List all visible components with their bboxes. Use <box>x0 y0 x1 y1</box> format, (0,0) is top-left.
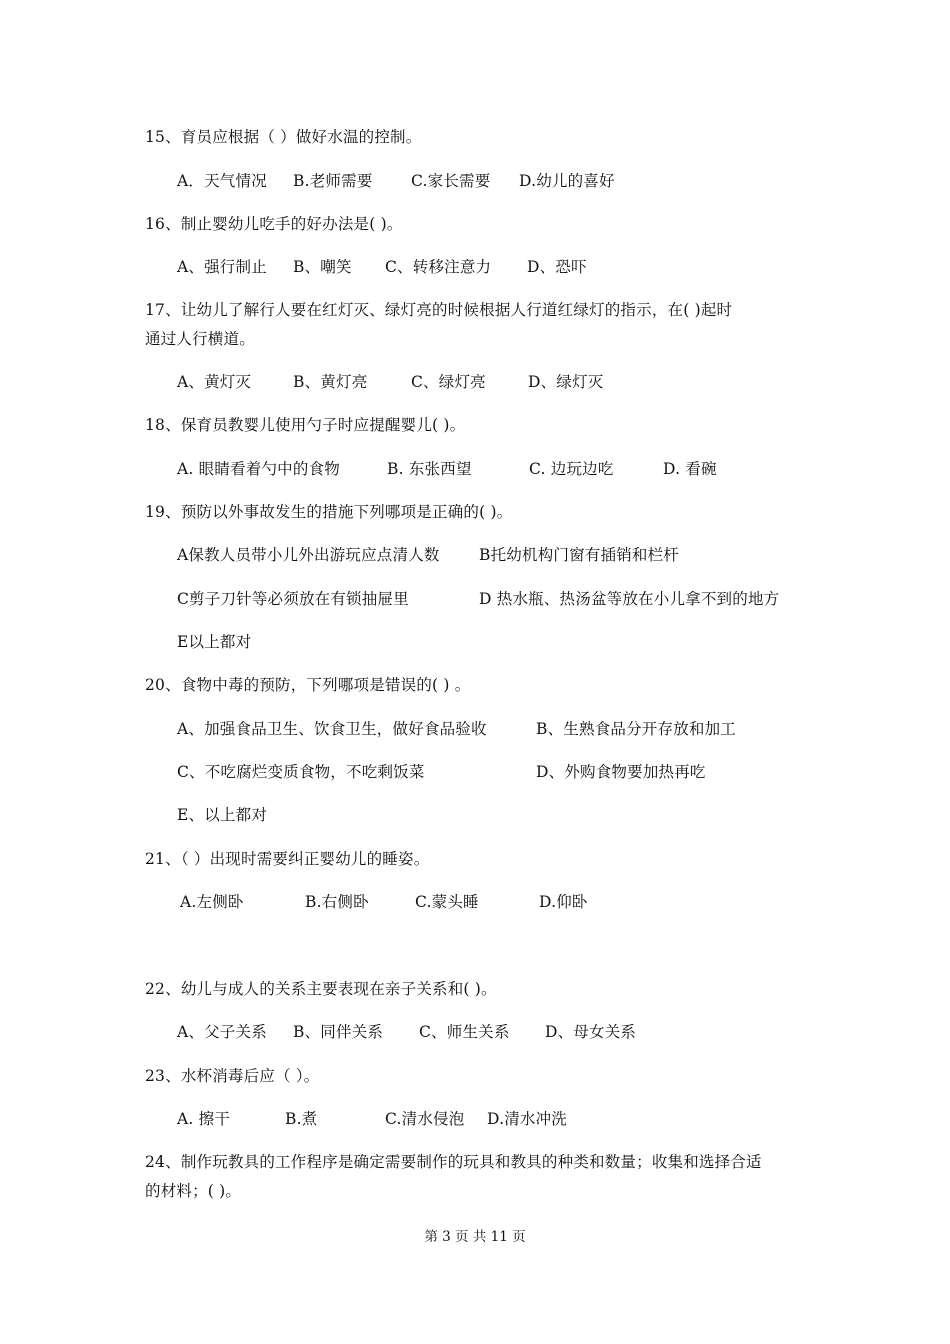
question-20-option-e: E、以上都对 <box>177 806 268 824</box>
option-c: C、不吃腐烂变质食物，不吃剩饭菜 <box>177 763 425 781</box>
question-17-stem-line2: 通过人行横道。 <box>145 330 255 348</box>
option-a: A保教人员带小儿外出游玩应点清人数 <box>177 546 440 564</box>
option-d: D、恐吓 <box>527 258 587 276</box>
option-c: C.蒙头睡 <box>415 893 479 911</box>
option-b: B、嘲笑 <box>293 258 352 276</box>
question-16-stem: 16、制止婴幼儿吃手的好办法是( )。 <box>145 215 403 233</box>
option-d: D.仰卧 <box>539 893 588 911</box>
option-a: A.左侧卧 <box>180 893 244 911</box>
option-a: A．天气情况 <box>177 172 267 190</box>
option-b: B.右侧卧 <box>305 893 369 911</box>
option-b: B. 东张西望 <box>387 460 472 478</box>
question-20-stem: 20、食物中毒的预防，下列哪项是错误的( ) 。 <box>145 676 471 694</box>
question-22-stem: 22、幼儿与成人的关系主要表现在亲子关系和( )。 <box>145 980 497 998</box>
option-c: C、师生关系 <box>419 1023 510 1041</box>
option-b: B、同伴关系 <box>293 1023 384 1041</box>
option-b: B、黄灯亮 <box>293 373 368 391</box>
option-d: D.幼儿的喜好 <box>519 172 615 190</box>
option-d: D、母女关系 <box>545 1023 637 1041</box>
question-21-stem: 21、（ ）出现时需要纠正婴幼儿的睡姿。 <box>145 850 430 868</box>
question-24-stem-line2: 的材料；( )。 <box>145 1182 242 1200</box>
option-b: B托幼机构门窗有插销和栏杆 <box>479 546 679 564</box>
option-b: B.老师需要 <box>293 172 373 190</box>
question-15-stem: 15、育员应根据（ ）做好水温的控制。 <box>145 128 422 146</box>
option-d: D、绿灯灭 <box>528 373 604 391</box>
option-c: C剪子刀针等必须放在有锁抽屉里 <box>177 590 409 608</box>
question-19-stem: 19、预防以外事故发生的措施下列哪项是正确的( )。 <box>145 503 513 521</box>
option-d: D. 看碗 <box>663 460 717 478</box>
option-a: A. 擦干 <box>177 1110 231 1128</box>
option-c: C、绿灯亮 <box>411 373 486 391</box>
question-19-option-e: E以上都对 <box>177 633 252 651</box>
option-b: B、生熟食品分开存放和加工 <box>536 720 736 738</box>
option-b: B.煮 <box>285 1110 318 1128</box>
option-a: A、强行制止 <box>177 258 267 276</box>
option-c: C、转移注意力 <box>385 258 492 276</box>
question-24-stem-line1: 24、制作玩教具的工作程序是确定需要制作的玩具和教具的种类和数量；收集和选择合适 <box>145 1153 762 1171</box>
option-a: A. 眼睛看着勺中的食物 <box>177 460 340 478</box>
option-a: A、加强食品卫生、饮食卫生，做好食品验收 <box>177 720 487 738</box>
question-23-stem: 23、水杯消毒后应（ ）。 <box>145 1067 320 1085</box>
option-a: A、父子关系 <box>177 1023 267 1041</box>
option-d: D.清水冲洗 <box>487 1110 568 1128</box>
option-a: A、黄灯灭 <box>177 373 252 391</box>
option-c: C.家长需要 <box>411 172 491 190</box>
question-17-stem-line1: 17、让幼儿了解行人要在红灯灭、绿灯亮的时候根据人行道红绿灯的指示，在( )起时 <box>145 301 733 319</box>
option-d: D 热水瓶、热汤盆等放在小儿拿不到的地方 <box>479 590 780 608</box>
question-18-stem: 18、保育员教婴儿使用勺子时应提醒婴儿( )。 <box>145 416 466 434</box>
option-d: D、外购食物要加热再吃 <box>536 763 706 781</box>
option-c: C.清水侵泡 <box>385 1110 465 1128</box>
option-c: C. 边玩边吃 <box>529 460 614 478</box>
page-number-footer: 第 3 页 共 11 页 <box>424 1229 526 1245</box>
